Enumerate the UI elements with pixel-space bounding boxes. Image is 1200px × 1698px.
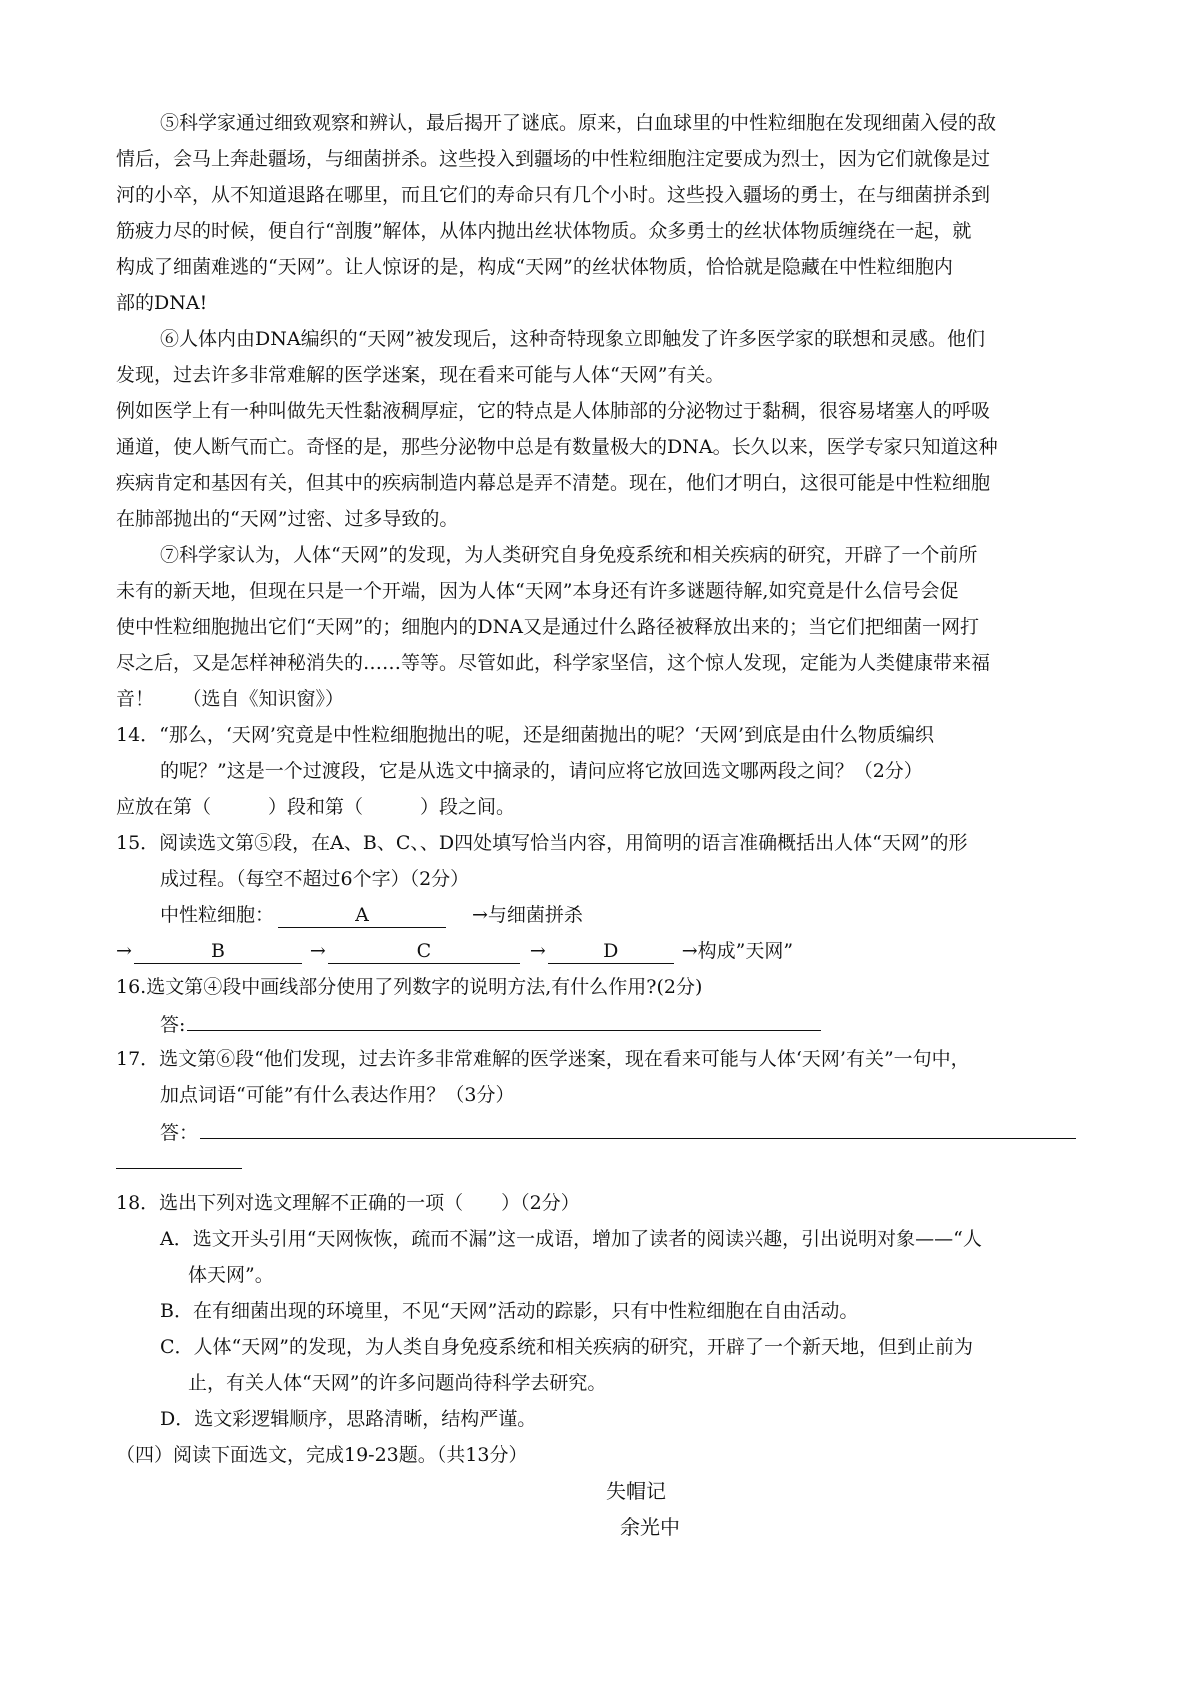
arrow-icon: → (529, 940, 546, 962)
para7-line: 音！ （选自《知识窗》） (116, 688, 345, 710)
q16-answer-blank[interactable] (187, 1006, 821, 1031)
para6-line: ⑥人体内由DNA编织的“天网”被发现后，这种奇特现象立即触发了许多医学家的联想和灵感。他们 (160, 328, 986, 350)
q18-option-b: B．在有细菌出现的环境里，不见“天网”活动的踪影，只有中性粒细胞在自由活动。 (160, 1300, 859, 1322)
essay-title: 失帽记 (606, 1479, 666, 1503)
q17-answer-blank[interactable] (200, 1114, 1076, 1139)
q17-line: 17．选文第⑥段“他们发现，过去许多非常难解的医学迷案，现在看来可能与人体‘天网’有关”一句中， (116, 1048, 970, 1070)
q18-option-d: D．选文彩逻辑顺序，思路清晰，结构严谨。 (160, 1408, 537, 1430)
q17-answer-row (160, 1114, 1076, 1150)
q15-line: 15．阅读选文第⑤段，在A、B、C、、D四处填写恰当内容，用简明的语言准确概括出人体“天网”的形 (116, 832, 968, 854)
para5-line: 构成了细菌难逃的“天网”。让人惊讶的是，构成“天网”的丝状体物质，恰恰就是隐藏在中性粒细胞内 (116, 256, 953, 278)
q17-answer-label: 答： (160, 1122, 199, 1144)
para6-line: 通道，使人断气而亡。奇怪的是，那些分泌物中总是有数量极大的DNA。长久以来，医学专家只知道这种 (116, 436, 998, 458)
para5-line: 筋疲力尽的时候，便自行“剖腹”解体，从体内抛出丝状体物质。众多勇士的丝状体物质缠绕在一起，就 (116, 220, 972, 242)
q15-flow-row-1 (160, 898, 583, 932)
q18-option-a: A．选文开头引用“天网恢恢，疏而不漏”这一成语，增加了读者的阅读兴趣，引出说明对象——“人 (160, 1228, 982, 1250)
para6-line: 发现，过去许多非常难解的医学迷案，现在看来可能与人体“天网”有关。 (116, 364, 725, 386)
q16-line: 16.选文第④段中画线部分使用了列数字的说明方法,有什么作用?(2分) (116, 976, 703, 998)
para5-line: 情后，会马上奔赴疆场，与细菌拼杀。这些投入到疆场的中性粒细胞注定要成为烈士，因为它们就像是过 (116, 148, 991, 170)
q18-option-c: C．人体“天网”的发现，为人类自身免疫系统和相关疾病的研究，开辟了一个新天地，但到止前为 (160, 1336, 973, 1358)
para6-line: 在肺部抛出的“天网”过密、过多导致的。 (116, 508, 459, 530)
arrow-icon: → (116, 940, 132, 962)
q15-end: →构成”天网” (681, 940, 794, 962)
para7-line: 使中性粒细胞抛出它们“天网”的；细胞内的DNA又是通过什么路径被释放出来的；当它们把细菌一网打 (116, 616, 980, 638)
q14-answer: 应放在第（ ）段和第（ ）段之间。 (116, 796, 516, 818)
q14-line: 的呢？”这是一个过渡段，它是从选文中摘录的，请问应将它放回选文哪两段之间？（2分） (160, 760, 923, 782)
para7-line: 尽之后，又是怎样神秘消失的……等等。尽管如此，科学家坚信，这个惊人发现，定能为人类健康带来福 (116, 652, 991, 674)
blank-a[interactable]: A (278, 903, 446, 928)
q16-answer-row (160, 1006, 821, 1042)
para5-line: 河的小卒，从不知道退路在哪里，而且它们的寿命只有几个小时。这些投入疆场的勇士，在与细菌拼杀到 (116, 184, 991, 206)
para6-line: 疾病肯定和基因有关，但其中的疾病制造内幕总是弄不清楚。现在，他们才明白，这很可能是中性粒细胞 (116, 472, 991, 494)
para7-line: 未有的新天地，但现在只是一个开端，因为人体“天网”本身还有许多谜题待解,如究竟是什么信号会促 (116, 580, 959, 602)
para7-line: ⑦科学家认为，人体“天网”的发现，为人类研究自身免疫系统和相关疾病的研究，开辟了一个前所 (160, 544, 978, 566)
blank-d[interactable]: D (548, 939, 674, 964)
q17-line: 加点词语“可能”有什么表达作用？（3分） (160, 1084, 515, 1106)
blank-b[interactable]: B (134, 939, 302, 964)
q17-answer-blank-continued[interactable] (116, 1168, 242, 1169)
q15-flow-label: 中性粒细胞： (160, 904, 275, 926)
para5-line: ⑤科学家通过细致观察和辨认，最后揭开了谜底。原来，白血球里的中性粒细胞在发现细菌入侵的敌 (160, 112, 997, 134)
arrow-icon: → (309, 940, 326, 962)
q16-answer-label: 答: (160, 1014, 186, 1036)
para6-line: 例如医学上有一种叫做先天性黏液稠厚症，它的特点是人体肺部的分泌物过于黏稠，很容易堵塞人的呼吸 (116, 400, 991, 422)
q18-option-c-cont: 止，有关人体“天网”的许多问题尚待科学去研究。 (188, 1372, 607, 1394)
q18-option-a-cont: 体天网”。 (188, 1264, 274, 1286)
section-heading: （四）阅读下面选文，完成19-23题。（共13分） (116, 1444, 528, 1466)
para5-line: 部的DNA! (116, 292, 208, 314)
q15-line: 成过程。（每空不超过6个字）（2分） (160, 868, 470, 890)
q15-step1: →与细菌拼杀 (472, 904, 583, 926)
q15-flow-row-2 (116, 934, 793, 968)
q14-line: 14．“那么，‘天网’究竟是中性粒细胞抛出的呢，还是细菌抛出的呢？‘天网’到底是由什么物质编织 (116, 724, 935, 746)
essay-author: 余光中 (620, 1515, 680, 1539)
blank-c[interactable]: C (328, 939, 520, 964)
q18-line: 18．选出下列对选文理解不正确的一项（ ）（2分） (116, 1192, 580, 1214)
